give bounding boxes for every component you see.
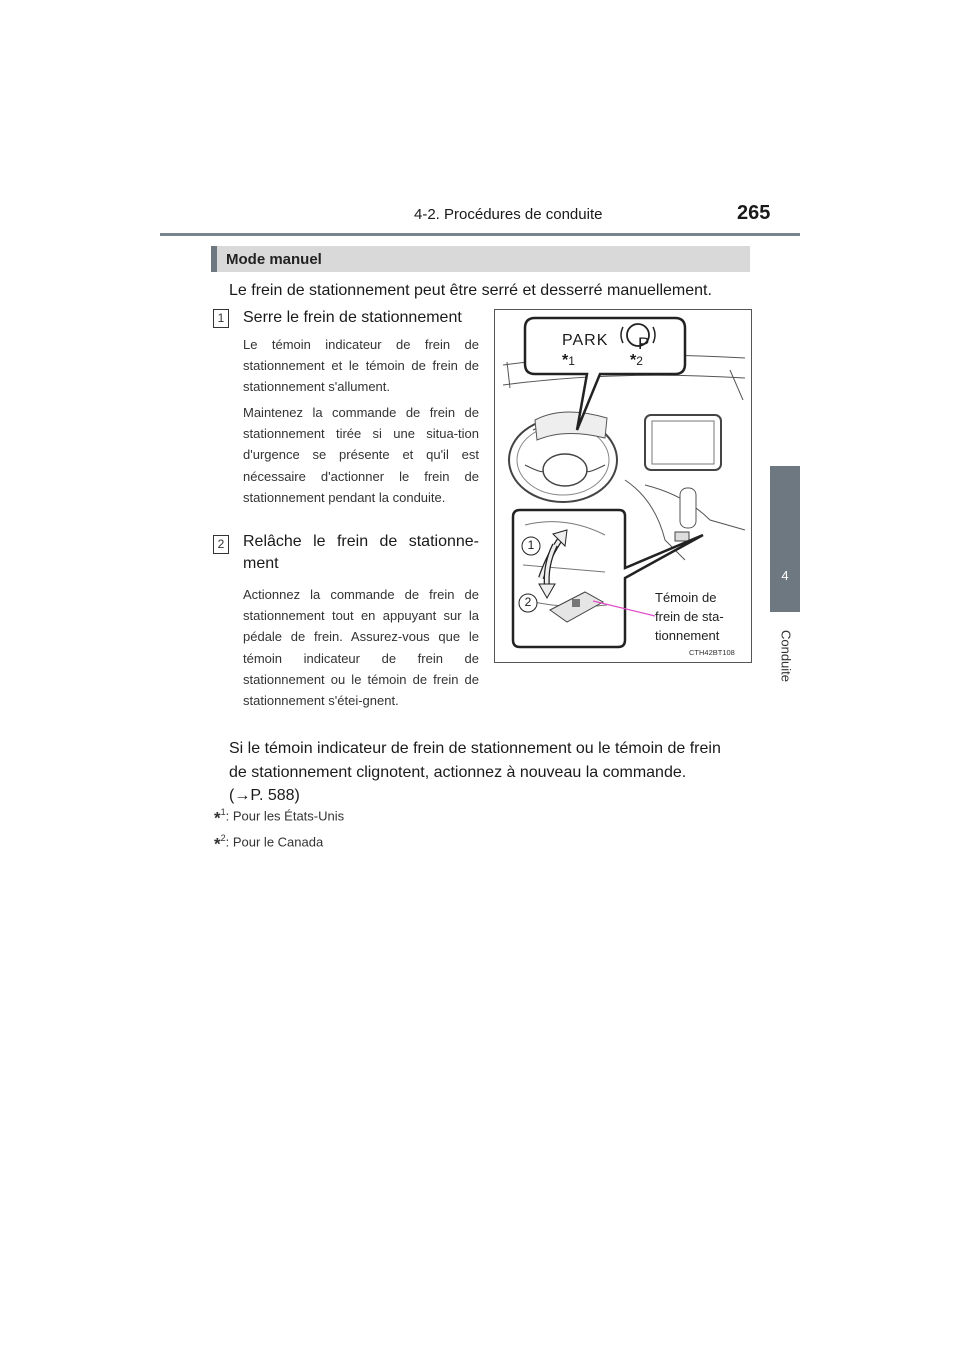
note-line-1: Si le témoin indicateur de frein de stationnement ou le témoin de frein (229, 740, 721, 757)
footnote-1-text: : Pour les États-Unis (225, 808, 345, 824)
figure-code: CTH42BT108 (689, 648, 735, 657)
section-heading-bar (211, 246, 217, 272)
step-2-paragraph-1: Actionnez la commande de frein de stationnement tout en appuyant sur la pédale de frein. Assurez-vous que le témoin indicateur de frein de stationnement ou le témoin de frein de stationnement s'étei-gnent. (243, 587, 479, 709)
footnote-1-star: * (214, 808, 221, 828)
step-2-number: 2 (213, 535, 229, 554)
caption-line-1: Témoin de (655, 590, 717, 605)
marker-1-num: 1 (568, 354, 575, 368)
page-number: 265 (737, 202, 771, 224)
footnote-1-num: 1 (220, 807, 226, 817)
footnote-2 (214, 833, 323, 854)
header-rule (160, 233, 800, 236)
step-1-paragraph-1: Le témoin indicateur de frein de stationnement et le témoin de frein de stationnement s'allument. (243, 337, 479, 395)
parking-brake-illustration (494, 309, 752, 663)
chapter-tab (770, 466, 800, 612)
chapter-tab-number: 4 (781, 568, 789, 583)
marker-2-star: * (630, 352, 637, 369)
brake-indicator-symbol: P (638, 334, 650, 353)
step-1-paragraph-2: Maintenez la commande de frein de stationnement tirée si une situa-tion d'urgence se présente et qu'il est nécessaire d'actionner le frein de stationnement pendant la conduite. (243, 405, 479, 505)
callout-2: 2 (524, 595, 532, 609)
marker-1 (562, 352, 575, 370)
marker-1-star: * (562, 352, 569, 369)
step-2-title-line1: Relâche le frein de stationne- (243, 533, 479, 550)
marker-2-num: 2 (636, 354, 643, 368)
running-header: 4-2. Procédures de conduite (414, 206, 603, 223)
step-1-title: Serre le frein de stationnement (243, 309, 462, 326)
chapter-tab-label-box (763, 620, 809, 692)
footnote-2-star: * (214, 834, 221, 854)
caption-line-3: tionnement (655, 628, 720, 643)
step-2-title-line2: ment (243, 555, 279, 572)
section-title: Mode manuel (226, 251, 322, 268)
marker-2 (630, 352, 643, 370)
park-indicator-label: PARK (562, 332, 609, 349)
caption-line-2: frein de sta- (655, 609, 724, 624)
footnote-2-num: 2 (220, 833, 226, 843)
step-1-number: 1 (213, 309, 229, 328)
footnote-1 (214, 807, 344, 828)
callout-1: 1 (527, 538, 535, 552)
note-line-3: (→P. 588) (229, 787, 300, 805)
section-intro: Le frein de stationnement peut être serré et desserré manuellement. (229, 282, 712, 299)
footnote-2-text: : Pour le Canada (225, 834, 324, 850)
note-paragraph (229, 737, 749, 808)
chapter-tab-label: Conduite (778, 629, 794, 683)
note-line-2: de stationnement clignotent, actionnez à nouveau la commande. (229, 763, 687, 781)
